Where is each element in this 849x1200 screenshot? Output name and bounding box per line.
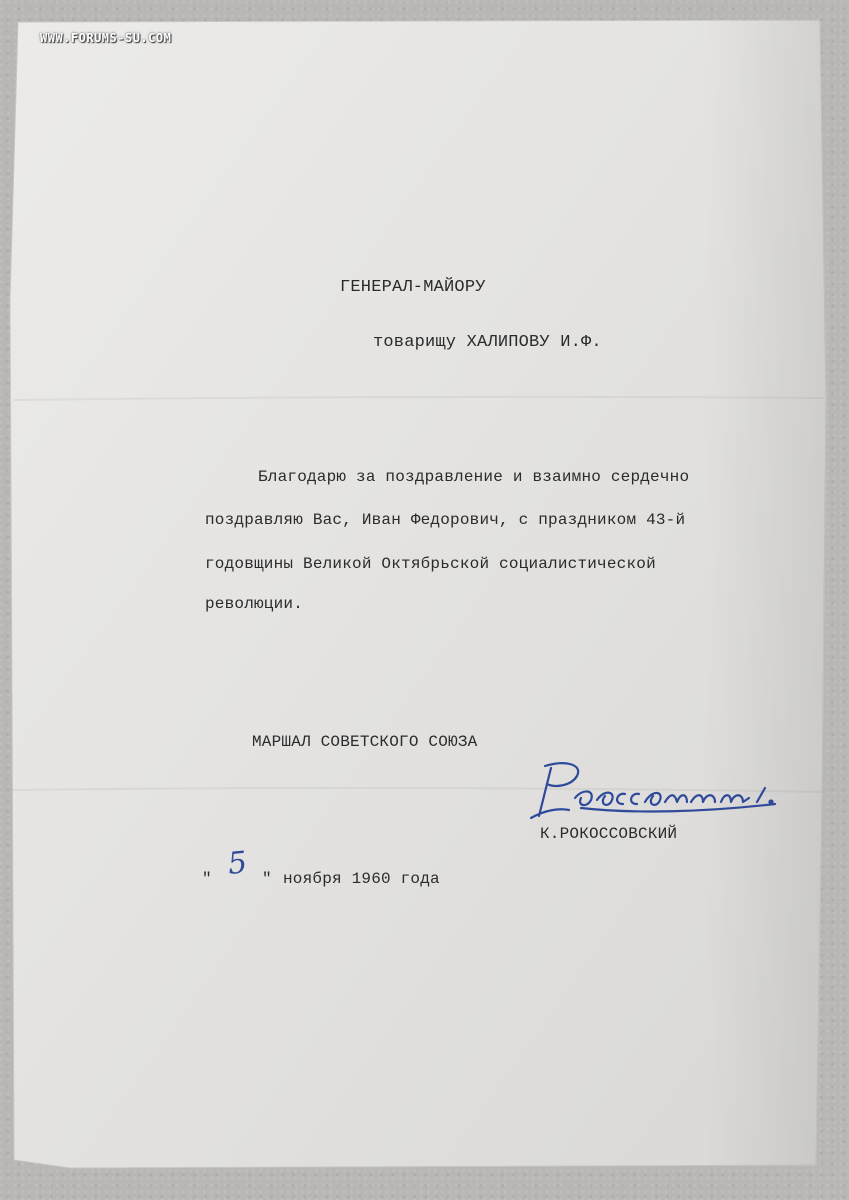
- date-quote-close: ": [262, 870, 272, 888]
- signer-rank: МАРШАЛ СОВЕТСКОГО СОЮЗА: [252, 733, 478, 751]
- body-line-4: революции.: [205, 595, 304, 613]
- addressee-name: товарищу ХАЛИПОВУ И.Ф.: [373, 333, 602, 352]
- body-line-3: годовщины Великой Октябрьской социалистической: [205, 555, 656, 573]
- body-line-1: Благодарю за поздравление и взаимно сердечно: [258, 468, 690, 486]
- body-line-2: поздравляю Вас, Иван Федорович, с праздником 43-й: [205, 511, 686, 529]
- addressee-rank: ГЕНЕРАЛ-МАЙОРУ: [340, 278, 486, 297]
- signer-name: К.РОКОССОВСКИЙ: [540, 825, 678, 843]
- site-watermark: WWW.FORUMS-SU.COM: [40, 31, 172, 45]
- date-quote-open: ": [202, 870, 212, 888]
- date-day-handwritten: 5: [226, 845, 249, 882]
- handwritten-signature: [525, 758, 805, 833]
- date-month-year: ноября 1960 года: [283, 870, 440, 888]
